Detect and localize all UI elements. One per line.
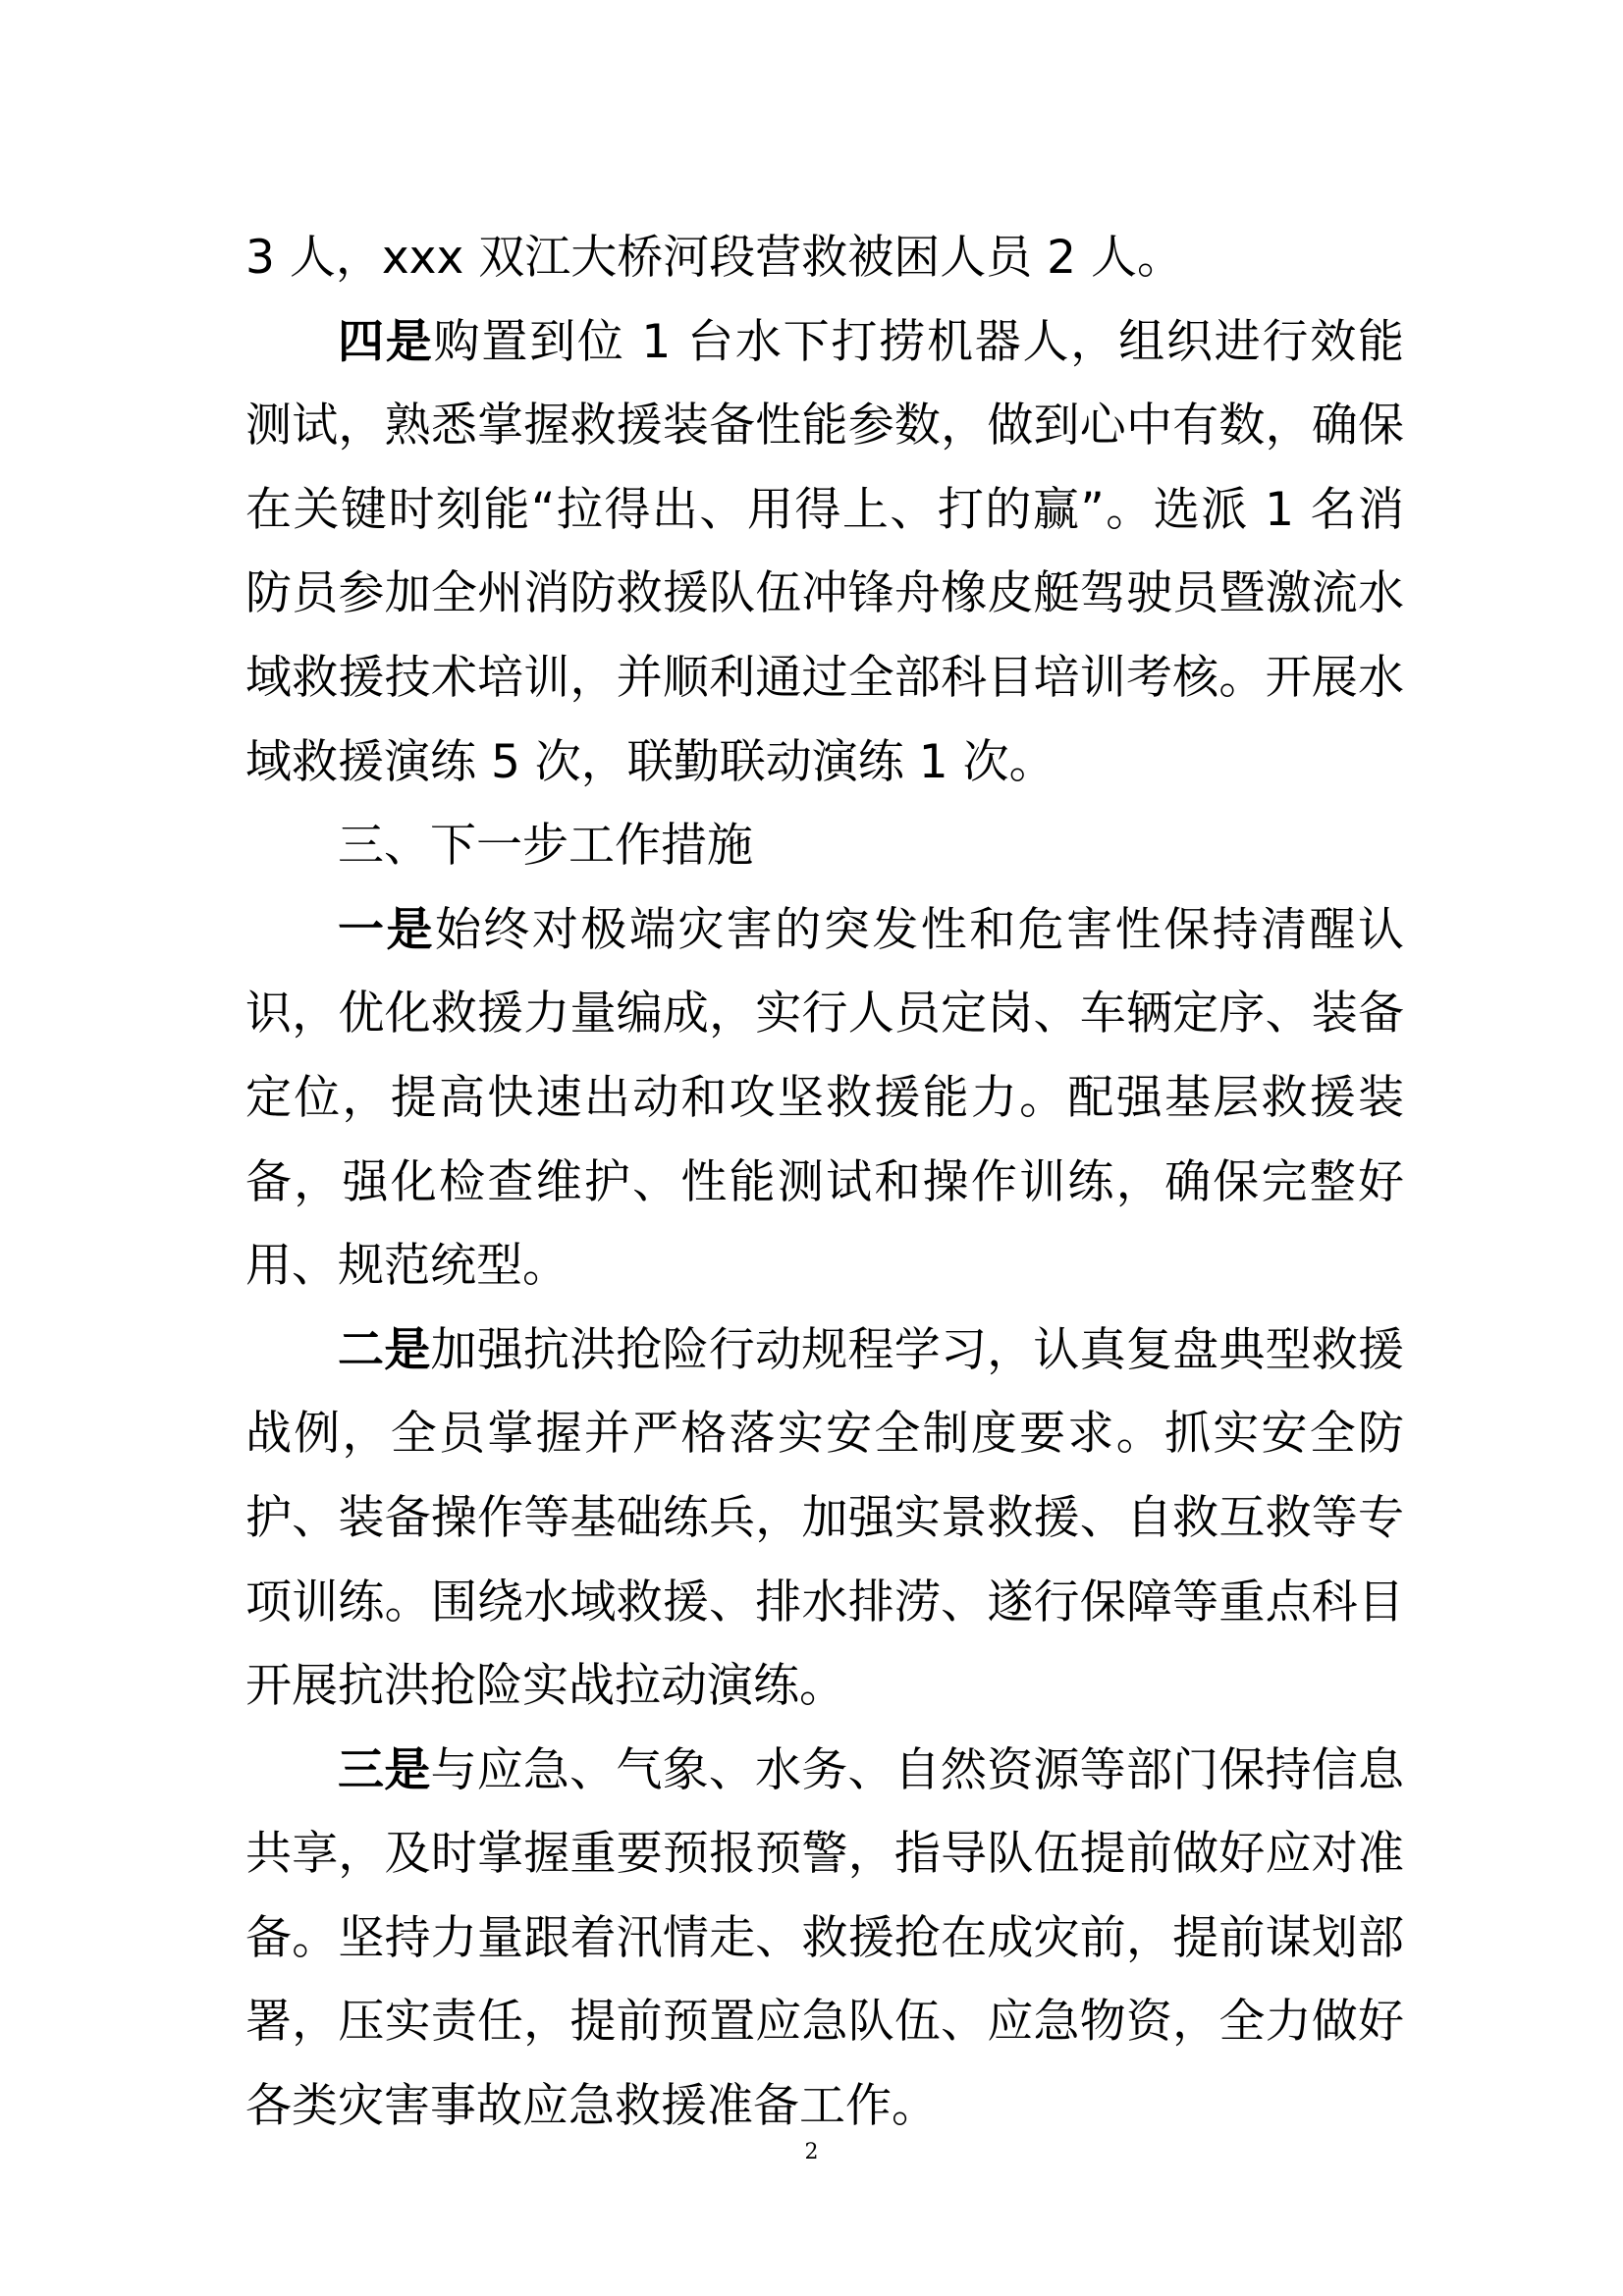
paragraph-text: 加强抗洪抢险行动规程学习，认真复盘典型救援战例，全员掌握并严格落实安全制度要求。抓实安全防护、装备操作等基础练兵，加强实景救援、自救互救等专项训练。围绕水域救援、排水排涝、遂行保障等重点科目开展抗洪抢险实战拉动演练。	[245, 1322, 1405, 1714]
section-heading-text: 三、下一步工作措施	[338, 819, 753, 874]
paragraph-lead: 一是	[338, 902, 435, 957]
paragraph-lead: 三是	[338, 1742, 431, 1797]
paragraph-item-four	[245, 300, 1404, 805]
paragraph-text: 始终对极端灾害的突发性和危害性保持清醒认识，优化救援力量编成，实行人员定岗、车辆定序、装备定位，提高快速出动和攻坚救援能力。配强基层救援装备，强化检查维护、性能测试和操作训练，确保完整好用、规范统型。	[245, 902, 1404, 1294]
paragraph-text: 3 人，xxx 双江大桥河段营救被困人员 2 人。	[245, 231, 1184, 285]
section-heading	[245, 804, 1404, 888]
paragraph-lead: 二是	[338, 1322, 431, 1377]
paragraph-text: 购置到位 1 台水下打捞机器人，组织进行效能测试，熟悉掌握救援装备性能参数，做到心中有数，确保在关键时刻能“拉得出、用得上、打的赢”。选派 1 名消防员参加全州消防救援队伍冲锋舟橡皮艇驾驶员暨激流水域救援技术培训，并顺利通过全部科目培训考核。开展水域救援演练 5 次，联勤联动演练 1 次。	[245, 314, 1404, 789]
paragraph-text: 与应急、气象、水务、自然资源等部门保持信息共享，及时掌握重要预报预警，指导队伍提前做好应对准备。坚持力量跟着汛情走、救援抢在成灾前，提前谋划部署，压实责任，提前预置应急队伍、应急物资，全力做好各类灾害事故应急救援准备工作。	[245, 1742, 1405, 2134]
paragraph-item-two	[245, 1308, 1404, 1729]
paragraph-lead: 四是	[338, 314, 434, 369]
document-body	[245, 216, 1404, 2149]
paragraph-item-one	[245, 888, 1404, 1308]
paragraph-item-three	[245, 1729, 1404, 2149]
page-number: 2	[804, 2140, 819, 2164]
paragraph-continuation	[245, 216, 1404, 300]
